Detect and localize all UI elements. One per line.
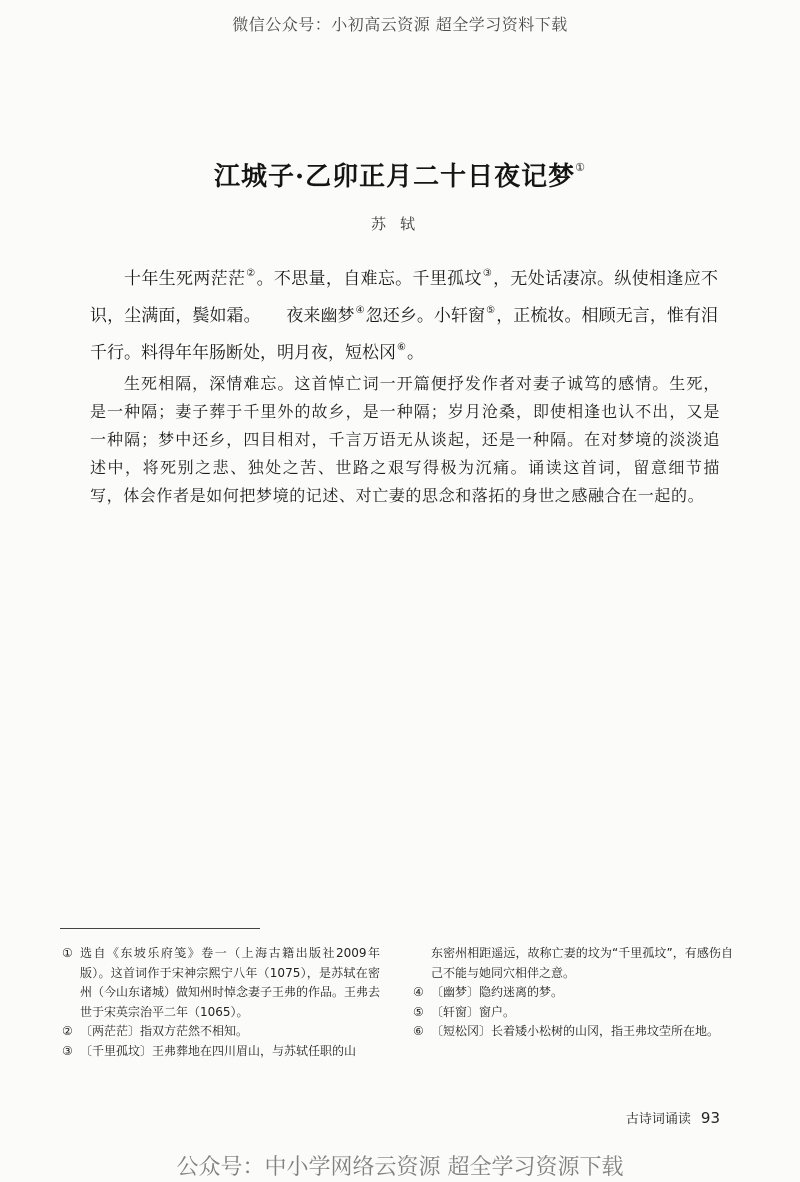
- poem-segment: 。: [406, 343, 424, 363]
- poem-segment: 十年生死两茫茫: [124, 269, 246, 289]
- footnotes-right-column: [413, 944, 733, 1042]
- page-number: 93: [700, 1109, 720, 1127]
- page-footer: [560, 1108, 720, 1127]
- poem-segment: 。不思量，自难忘。千里孤坟: [256, 269, 482, 289]
- footnote-mark[interactable]: ②: [246, 268, 256, 279]
- section-name: 古诗词诵读: [625, 1112, 691, 1127]
- footnote-item: [62, 1022, 380, 1042]
- watermark-top: 微信公众号：小初高云资源 超全学习资料下载: [232, 15, 568, 34]
- footnote-text: 选自《东坡乐府笺》卷一（上海古籍出版社2009年版）。这首词作于宋神宗熙宁八年（1075），是苏轼在密州（今山东诸城）做知州时悼念妻子王弗的作品。王弗去世于宋英宗治平二年（1065）。: [80, 946, 381, 1019]
- footnote-number: ③: [62, 1043, 73, 1058]
- footnote-mark[interactable]: ⑤: [486, 305, 496, 316]
- footnote-mark[interactable]: ③: [482, 268, 493, 279]
- footnote-number: ①: [62, 946, 73, 960]
- footnote-text: 东密州相距遥远，故称亡妻的坟为“千里孤坟”，有感伤自己不能与她同穴相伴之意。: [431, 946, 733, 980]
- poem-title: [0, 156, 800, 193]
- footnote-continuation: [413, 944, 733, 983]
- footnote-text: 〔千里孤坟〕王弗葬地在四川眉山，与苏轼任职的山: [80, 1043, 357, 1058]
- author: 苏轼: [370, 215, 429, 233]
- footnote-text: 〔短松冈〕长着矮小松树的山冈，指王弗坟茔所在地。: [431, 1024, 720, 1038]
- title-footnote-mark[interactable]: ①: [575, 161, 586, 174]
- poem-body: [90, 258, 718, 369]
- title-text: 江城子·乙卯正月二十日夜记梦: [214, 162, 576, 192]
- footnote-text: 〔轩窗〕窗户。: [431, 1004, 516, 1019]
- footnote-item: [62, 1042, 380, 1062]
- footnote-mark[interactable]: ⑥: [397, 342, 406, 353]
- footnote-item: [62, 944, 380, 1022]
- footnote-item: [413, 1022, 733, 1042]
- footnote-item: [413, 1003, 733, 1023]
- watermark-bottom: 公众号：中小学网络云资源 超全学习资源下载: [176, 1155, 624, 1180]
- footnote-text: 〔两茫茫〕指双方茫然不相知。: [80, 1024, 249, 1038]
- poem-segment: ，正梳妆。相顾无言，惟有泪千行。料得年年肠断处，明月夜，短松冈: [90, 306, 719, 363]
- footnotes-left-column: [62, 944, 380, 1061]
- footnote-item: [413, 983, 733, 1003]
- footnote-number: ⑤: [413, 1004, 424, 1019]
- poem-segment: 忽还乡。小轩窗: [365, 306, 486, 326]
- footnote-number: ⑥: [413, 1024, 424, 1038]
- footnote-text: 〔幽梦〕隐约迷离的梦。: [431, 985, 564, 999]
- poem-segment: ，无处话凄凉。纵使相逢应不识，尘满面，鬓如霜。 夜来幽梦: [90, 269, 719, 326]
- footnote-divider: [60, 928, 260, 929]
- footnote-mark[interactable]: ④: [355, 305, 365, 316]
- footnote-number: ②: [62, 1024, 73, 1038]
- commentary-paragraph: 生死相隔，深情难忘。这首悼亡词一开篇便抒发作者对妻子诚笃的感情。生死，是一种隔；妻子葬于千里外的故乡，是一种隔；岁月沧桑，即使相逢也认不出，又是一种隔；梦中还乡，四目相对，千言万语无从谈起，还是一种隔。在对梦境的淡淡追述中，将死别之悲、独处之苦、世路之艰写得极为沉痛。诵读这首词，留意细节描写，体会作者是如何把梦境的记述、对亡妻的思念和落拓的身世之感融合在一起的。: [90, 374, 720, 505]
- footnote-number: ④: [413, 985, 424, 999]
